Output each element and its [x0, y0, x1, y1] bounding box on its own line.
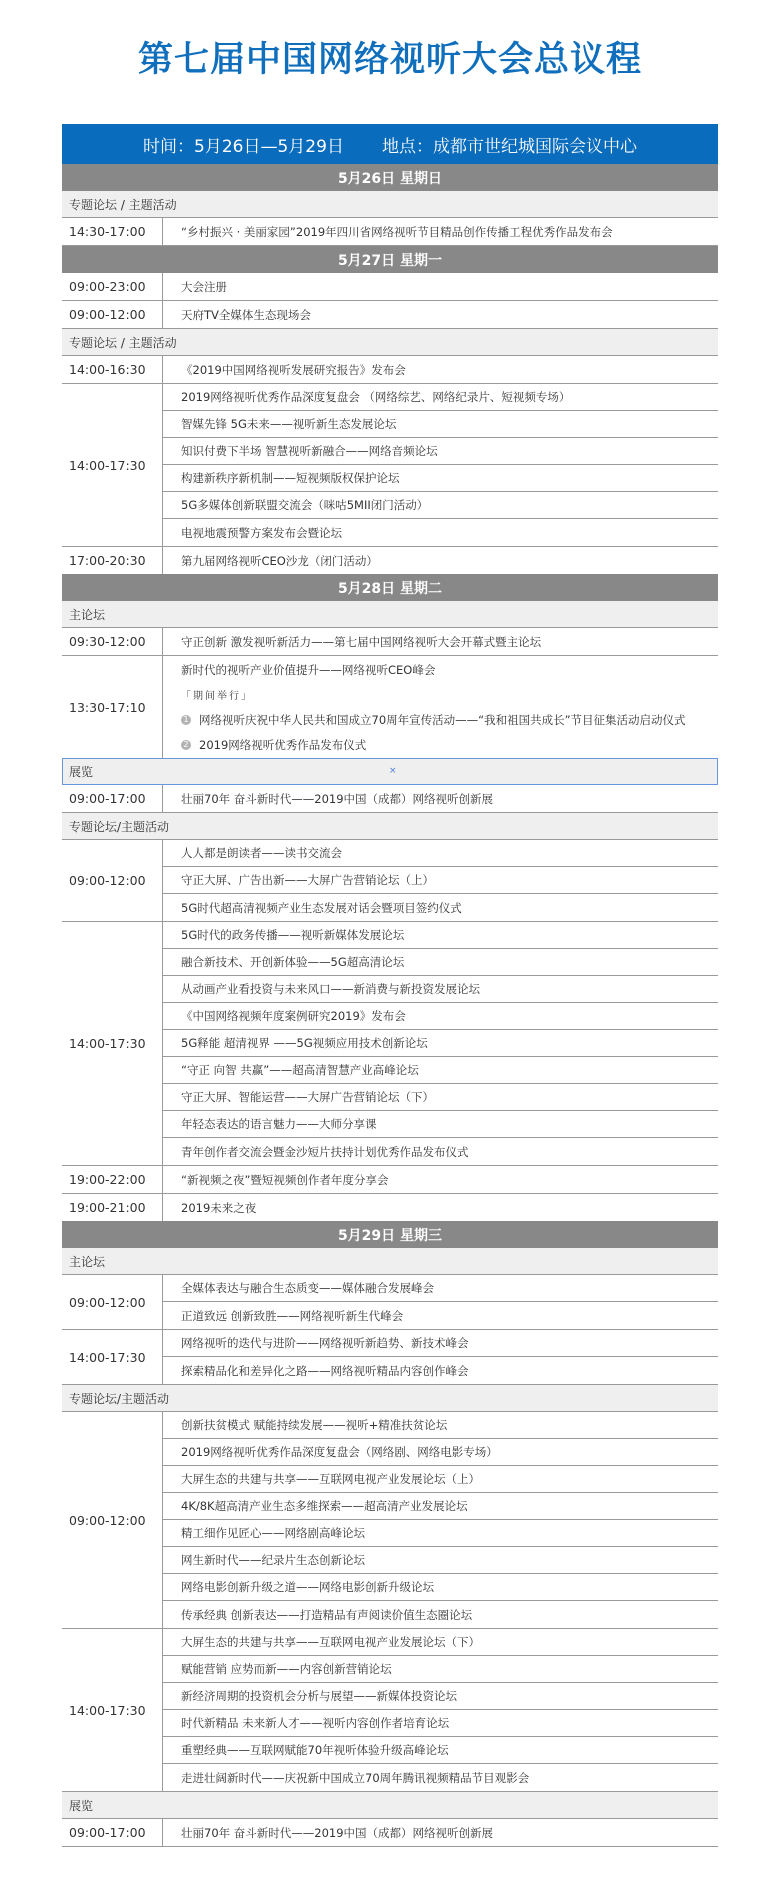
- session-item: 守正大屏、智能运营——大屏广告营销论坛（下）: [163, 1084, 718, 1111]
- session-block: [62, 922, 718, 1166]
- session-block: [62, 273, 718, 301]
- session-item: 重塑经典——互联网赋能70年视听体验升级高峰论坛: [163, 1737, 718, 1764]
- session-item: 全媒体表达与融合生态质变——媒体融合发展峰会: [163, 1275, 718, 1302]
- session-time: 13:30-17:10: [62, 656, 163, 758]
- session-time: 09:00-12:00: [62, 301, 163, 328]
- session-item: 网生新时代——纪录片生态创新论坛: [163, 1547, 718, 1574]
- session-block: [62, 547, 718, 574]
- session-time: 09:00-12:00: [62, 840, 163, 921]
- session-time: 14:30-17:00: [62, 218, 163, 245]
- session-item: 传承经典 创新表达——打造精品有声阅读价值生态圈论坛: [181, 1607, 473, 1622]
- session-item: 年轻态表达的语言魅力——大师分享课: [163, 1111, 718, 1138]
- session-item: 大会注册: [181, 279, 227, 294]
- session-item: 新经济周期的投资机会分析与展望——新媒体投资论坛: [163, 1683, 718, 1710]
- session-item: 融合新技术、开创新体验——5G超高清论坛: [163, 949, 718, 976]
- session-item: 5G多媒体创新联盟交流会（咪咕5MII闭门活动）: [163, 492, 718, 519]
- session-time: 09:00-17:00: [62, 785, 163, 812]
- session-block: [62, 785, 718, 813]
- session-item: 5G释能 超清视界 ——5G视频应用技术创新论坛: [163, 1030, 718, 1057]
- session-item: 壮丽70年 奋斗新时代——2019中国（成都）网络视听创新展: [181, 791, 494, 806]
- session-item: 从动画产业看投资与未来风口——新消费与新投资发展论坛: [163, 976, 718, 1003]
- session-item: 精工细作见匠心——网络剧高峰论坛: [163, 1520, 718, 1547]
- session-item: 网络电影创新升级之道——网络电影创新升级论坛: [163, 1574, 718, 1601]
- date-header: 5月29日 星期三: [62, 1221, 718, 1248]
- session-block: [62, 301, 718, 329]
- session-item: 网络视听的迭代与进阶——网络视听新趋势、新技术峰会: [163, 1330, 718, 1357]
- session-item: 《2019中国网络视听发展研究报告》发布会: [181, 362, 406, 377]
- session-block: [62, 1629, 718, 1792]
- session-block: [62, 218, 718, 246]
- session-time: 09:00-17:00: [62, 1819, 163, 1846]
- date-header: 5月26日 星期日: [62, 164, 718, 191]
- session-item: 4K/8K超高清产业生态多维探索——超高清产业发展论坛: [163, 1493, 718, 1520]
- session-item: “守正 向智 共赢”——超高清智慧产业高峰论坛: [163, 1057, 718, 1084]
- number-two-icon: 2: [181, 740, 191, 750]
- session-item: 2019网络视听优秀作品深度复盘会 （网络综艺、网络纪录片、短视频专场）: [163, 384, 718, 411]
- session-item: 时代新精品 未来新人才——视听内容创作者培育论坛: [163, 1710, 718, 1737]
- session-time: 14:00-17:30: [62, 1330, 163, 1384]
- session-block: [62, 656, 718, 758]
- section-header: 专题论坛/主题活动: [62, 1385, 718, 1412]
- session-item: 大屏生态的共建与共享——互联网电视产业发展论坛（上）: [163, 1466, 718, 1493]
- session-item: 新时代的视听产业价值提升——网络视听CEO峰会: [181, 662, 436, 677]
- side-event-item: 2 2019网络视听优秀作品发布仪式: [163, 732, 718, 757]
- session-block: [62, 1819, 718, 1847]
- section-header-selected[interactable]: 展览 ×: [62, 758, 718, 785]
- session-item: 2019网络视听优秀作品深度复盘会（网络剧、网络电影专场）: [163, 1439, 718, 1466]
- event-time: 时间：5月26日—5月29日: [143, 136, 344, 157]
- selection-marker-icon: ×: [389, 766, 397, 776]
- session-block: [62, 384, 718, 547]
- session-item: 走进壮阔新时代——庆祝新中国成立70周年腾讯视频精品节目观影会: [181, 1770, 530, 1785]
- info-bar: [62, 124, 718, 164]
- session-time: 14:00-17:30: [62, 1629, 163, 1791]
- session-time: 09:30-12:00: [62, 628, 163, 655]
- session-item: 构建新秩序新机制——短视频版权保护论坛: [163, 465, 718, 492]
- agenda-table: [62, 124, 718, 1847]
- number-one-icon: 1: [181, 715, 191, 725]
- session-item: 2019未来之夜: [181, 1200, 257, 1215]
- session-block: [62, 840, 718, 922]
- session-time: 19:00-21:00: [62, 1194, 163, 1221]
- session-time: 14:00-17:30: [62, 384, 163, 546]
- session-item: 天府TV全媒体生态现场会: [181, 307, 311, 322]
- section-header: 专题论坛 / 主题活动: [62, 329, 718, 356]
- event-place: 地点：成都市世纪城国际会议中心: [381, 136, 637, 157]
- session-item: 守正创新 激发视听新活力——第七届中国网络视听大会开幕式暨主论坛: [181, 634, 542, 649]
- session-item: 人人都是朗读者——读书交流会: [163, 840, 718, 867]
- session-block: [62, 1194, 718, 1221]
- side-event-label: 「期间举行」: [181, 691, 253, 702]
- session-block: [62, 1330, 718, 1385]
- section-header: 主论坛: [62, 1248, 718, 1275]
- session-item: “新视频之夜”暨短视频创作者年度分享会: [181, 1172, 389, 1187]
- session-item: 5G时代的政务传播——视听新媒体发展论坛: [163, 922, 718, 949]
- session-item: 智媒先锋 5G未来——视听新生态发展论坛: [163, 411, 718, 438]
- session-item: 守正大屏、广告出新——大屏广告营销论坛（上）: [163, 867, 718, 894]
- session-item: 正道致远 创新致胜——网络视听新生代峰会: [181, 1308, 404, 1323]
- session-time: 09:00-12:00: [62, 1275, 163, 1329]
- session-time: 14:00-17:30: [62, 922, 163, 1165]
- session-item: 5G时代超高清视频产业生态发展对话会暨项目签约仪式: [181, 900, 462, 915]
- session-item: 知识付费下半场 智慧视听新融合——网络音频论坛: [163, 438, 718, 465]
- session-time: 09:00-23:00: [62, 273, 163, 300]
- session-item: 赋能营销 应势而新——内容创新营销论坛: [163, 1656, 718, 1683]
- session-block: [62, 1412, 718, 1629]
- session-item: 探索精品化和差异化之路——网络视听精品内容创作峰会: [181, 1363, 469, 1378]
- date-header: 5月27日 星期一: [62, 246, 718, 273]
- session-item: 第九届网络视听CEO沙龙（闭门活动）: [181, 553, 378, 568]
- section-header: 主论坛: [62, 601, 718, 628]
- session-item: 大屏生态的共建与共享——互联网电视产业发展论坛（下）: [163, 1629, 718, 1656]
- section-header: 展览: [62, 1792, 718, 1819]
- session-block: [62, 1275, 718, 1330]
- section-header: 专题论坛 / 主题活动: [62, 191, 718, 218]
- session-item: “乡村振兴 · 美丽家园”2019年四川省网络视听节目精品创作传播工程优秀作品发布会: [181, 224, 613, 239]
- session-time: 09:00-12:00: [62, 1412, 163, 1628]
- side-event-item: 1 网络视听庆祝中华人民共和国成立70周年宣传活动——“我和祖国共成长”节目征集活动启动仪式: [163, 707, 718, 732]
- session-time: 14:00-16:30: [62, 356, 163, 383]
- session-item: 青年创作者交流会暨金沙短片扶持计划优秀作品发布仪式: [181, 1144, 469, 1159]
- session-item: 创新扶贫模式 赋能持续发展——视听+精准扶贫论坛: [163, 1412, 718, 1439]
- session-item: 电视地震预警方案发布会暨论坛: [181, 525, 342, 540]
- session-block: [62, 356, 718, 384]
- section-header: 专题论坛/主题活动: [62, 813, 718, 840]
- session-block: [62, 1166, 718, 1194]
- session-block: [62, 628, 718, 656]
- date-header: 5月28日 星期二: [62, 574, 718, 601]
- session-item: 壮丽70年 奋斗新时代——2019中国（成都）网络视听创新展: [181, 1825, 494, 1840]
- session-time: 19:00-22:00: [62, 1166, 163, 1193]
- session-time: 17:00-20:30: [62, 547, 163, 574]
- session-item: 《中国网络视频年度案例研究2019》发布会: [163, 1003, 718, 1030]
- page-title: 第七届中国网络视听大会总议程: [137, 40, 642, 80]
